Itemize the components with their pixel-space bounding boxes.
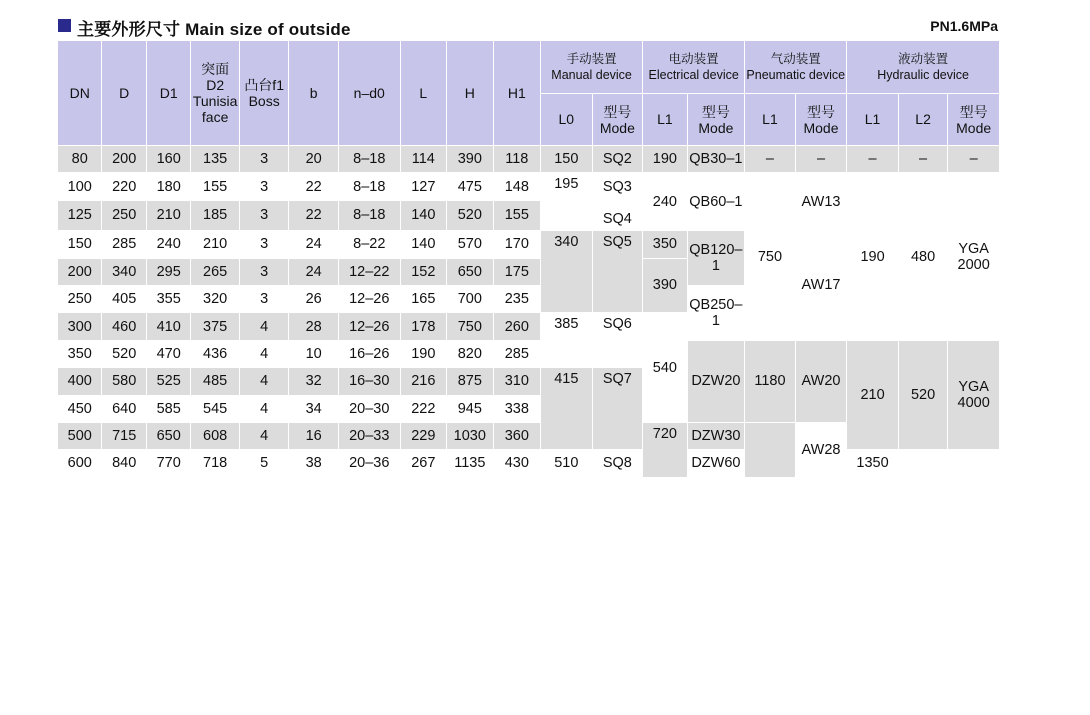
cell-h1: 260 xyxy=(493,313,541,340)
group-pneumatic-en: Pneumatic device xyxy=(746,68,846,82)
col-d2-en2: face xyxy=(201,109,229,125)
col-d2 xyxy=(191,41,240,146)
table-row xyxy=(58,146,1000,173)
pneumatic-model: AW28 xyxy=(795,422,847,477)
model-cn: 型号 xyxy=(807,103,835,120)
cell-nd0: 12–26 xyxy=(338,285,400,312)
cell-f1: 5 xyxy=(239,450,289,477)
cell-b: 26 xyxy=(289,285,339,312)
cell-dn: 600 xyxy=(58,450,102,477)
cell-l: 222 xyxy=(400,395,446,422)
cell-d2: 135 xyxy=(191,146,240,173)
cell-d2: 265 xyxy=(191,258,240,285)
cell-d1: 240 xyxy=(146,231,190,258)
manual-l0: 415 xyxy=(541,368,593,450)
col-electrical-model xyxy=(687,94,745,146)
cell-d2: 155 xyxy=(191,173,240,200)
col-dn: DN xyxy=(58,41,102,146)
electrical-model: QB60–1 xyxy=(687,173,745,231)
electrical-l1: 350 xyxy=(643,231,687,258)
col-d2-code: D2 xyxy=(206,77,225,93)
cell-h1: 118 xyxy=(493,146,541,173)
col-pneumatic-model xyxy=(795,94,847,146)
model-en: Mode xyxy=(956,119,992,136)
cell-b: 20 xyxy=(289,146,339,173)
col-h1: H1 xyxy=(493,41,541,146)
group-electrical-en: Electrical device xyxy=(648,68,739,82)
cell-nd0: 16–26 xyxy=(338,340,400,367)
cell-l: 127 xyxy=(400,173,446,200)
cell-d: 340 xyxy=(102,258,146,285)
cell-d: 840 xyxy=(102,450,146,477)
cell-h: 875 xyxy=(447,368,493,395)
cell-d2: 210 xyxy=(191,231,240,258)
group-manual-en: Manual device xyxy=(551,68,632,82)
page-title: 主要外形尺寸 Main size of outside xyxy=(77,20,351,39)
manual-model: SQ2 xyxy=(592,146,643,173)
cell-f1: 4 xyxy=(239,313,289,340)
group-pneumatic-cn: 气动装置 xyxy=(770,52,821,66)
cell-l: 114 xyxy=(400,146,446,173)
cell-l: 165 xyxy=(400,285,446,312)
cell-f1: 3 xyxy=(239,285,289,312)
electrical-model: QB250–1 xyxy=(687,285,745,340)
cell-h1: 430 xyxy=(493,450,541,477)
cell-h: 475 xyxy=(447,173,493,200)
cell-h1: 148 xyxy=(493,173,541,200)
manual-model: SQ3 xyxy=(592,173,643,200)
group-manual xyxy=(541,41,643,94)
electrical-model: QB30–1 xyxy=(687,146,745,173)
model-en: Mode xyxy=(803,119,839,136)
pressure-rating: PN1.6MPa xyxy=(930,18,998,34)
model-cn: 型号 xyxy=(603,103,632,120)
cell-l: 267 xyxy=(400,450,446,477)
cell-d2: 545 xyxy=(191,395,240,422)
cell-d: 220 xyxy=(102,173,146,200)
col-d2-cn: 突面 xyxy=(201,61,230,77)
hydraulic-l1: 190 xyxy=(847,173,899,340)
group-electrical-cn: 电动装置 xyxy=(668,52,719,66)
cell-d2: 608 xyxy=(191,422,240,449)
model-en: Mode xyxy=(599,119,635,136)
cell-f1: 3 xyxy=(239,258,289,285)
cell-b: 22 xyxy=(289,173,339,200)
group-manual-cn: 手动装置 xyxy=(566,52,617,66)
cell-f1: 3 xyxy=(239,231,289,258)
col-d1: D1 xyxy=(146,41,190,146)
cell-f1: 3 xyxy=(239,173,289,200)
cell-b: 32 xyxy=(289,368,339,395)
cell-b: 34 xyxy=(289,395,339,422)
cell-d1: 525 xyxy=(146,368,190,395)
dimension-table xyxy=(57,40,1000,478)
cell-nd0: 20–33 xyxy=(338,422,400,449)
manual-model: SQ5 xyxy=(592,231,643,313)
cell-nd0: 8–22 xyxy=(338,231,400,258)
col-pneumatic-l1: L1 xyxy=(745,94,796,146)
cell-l: 229 xyxy=(400,422,446,449)
cell-h: 390 xyxy=(447,146,493,173)
electrical-l1: 390 xyxy=(643,258,687,313)
cell-b: 10 xyxy=(289,340,339,367)
cell-d: 250 xyxy=(102,200,146,230)
pneumatic-l1 xyxy=(745,422,796,477)
cell-nd0: 8–18 xyxy=(338,200,400,230)
hydraulic-model-prefix: YGA xyxy=(958,379,989,396)
hydraulic-model xyxy=(948,173,1000,340)
electrical-l1: 540 xyxy=(643,313,687,423)
cell-f1: 4 xyxy=(239,395,289,422)
col-hydraulic-l2: L2 xyxy=(898,94,948,146)
cell-h: 750 xyxy=(447,313,493,340)
cell-l: 140 xyxy=(400,200,446,230)
cell-b: 24 xyxy=(289,231,339,258)
pneumatic-model: AW20 xyxy=(795,340,847,422)
cell-h: 820 xyxy=(447,340,493,367)
cell-h: 520 xyxy=(447,200,493,230)
electrical-model: DZW30 xyxy=(687,422,745,449)
cell-d2: 320 xyxy=(191,285,240,312)
cell-nd0: 12–22 xyxy=(338,258,400,285)
cell-b: 24 xyxy=(289,258,339,285)
cell-dn: 150 xyxy=(58,231,102,258)
cell-d1: 210 xyxy=(146,200,190,230)
cell-h1: 285 xyxy=(493,340,541,367)
manual-model: SQ6 xyxy=(592,313,643,368)
manual-model: SQ7 xyxy=(592,368,643,450)
cell-f1: 4 xyxy=(239,340,289,367)
cell-dn: 80 xyxy=(58,146,102,173)
electrical-l1: 240 xyxy=(643,173,687,231)
col-f1-cn: 凸台f1 xyxy=(244,77,284,93)
cell-dn: 400 xyxy=(58,368,102,395)
cell-d2: 436 xyxy=(191,340,240,367)
square-bullet-icon xyxy=(58,19,71,32)
col-d: D xyxy=(102,41,146,146)
model-en: Mode xyxy=(698,119,734,136)
manual-l0: 385 xyxy=(541,313,593,368)
cell-d: 640 xyxy=(102,395,146,422)
cell-l: 178 xyxy=(400,313,446,340)
hydraulic-model-size: 4000 xyxy=(957,395,990,412)
cell-f1: 4 xyxy=(239,368,289,395)
col-f1-en: Boss xyxy=(248,93,280,109)
cell-h1: 175 xyxy=(493,258,541,285)
group-hydraulic-cn: 液动装置 xyxy=(898,52,949,66)
cell-dn: 500 xyxy=(58,422,102,449)
cell-h1: 360 xyxy=(493,422,541,449)
manual-model: SQ8 xyxy=(592,450,643,477)
cell-d: 580 xyxy=(102,368,146,395)
cell-d: 405 xyxy=(102,285,146,312)
col-f1 xyxy=(239,41,289,146)
pneumatic-model: – xyxy=(795,146,847,173)
hydraulic-l1: 210 xyxy=(847,340,899,450)
cell-l: 216 xyxy=(400,368,446,395)
pneumatic-l1-1350: 1350 xyxy=(847,450,899,477)
col-l: L xyxy=(400,41,446,146)
manual-l0: 150 xyxy=(541,146,593,173)
manual-l0: 340 xyxy=(541,231,593,313)
pneumatic-l1: – xyxy=(745,146,796,173)
cell-d: 200 xyxy=(102,146,146,173)
cell-b: 38 xyxy=(289,450,339,477)
cell-d2: 485 xyxy=(191,368,240,395)
cell-d1: 160 xyxy=(146,146,190,173)
cell-d2: 185 xyxy=(191,200,240,230)
cell-h1: 155 xyxy=(493,200,541,230)
cell-d1: 295 xyxy=(146,258,190,285)
cell-dn: 250 xyxy=(58,285,102,312)
title-bar xyxy=(58,14,998,40)
cell-h: 650 xyxy=(447,258,493,285)
cell-f1: 3 xyxy=(239,146,289,173)
cell-dn: 350 xyxy=(58,340,102,367)
electrical-model: QB120–1 xyxy=(687,231,745,286)
cell-nd0: 12–26 xyxy=(338,313,400,340)
hydraulic-model-prefix: YGA xyxy=(958,240,989,257)
cell-d1: 355 xyxy=(146,285,190,312)
model-cn: 型号 xyxy=(959,103,988,120)
cell-b: 16 xyxy=(289,422,339,449)
cell-h: 945 xyxy=(447,395,493,422)
cell-h1: 235 xyxy=(493,285,541,312)
hydraulic-model: – xyxy=(948,146,1000,173)
cell-nd0: 20–30 xyxy=(338,395,400,422)
col-manual-l0: L0 xyxy=(541,94,593,146)
col-hydraulic-model xyxy=(948,94,1000,146)
cell-d2: 375 xyxy=(191,313,240,340)
hydraulic-model xyxy=(948,340,1000,450)
pneumatic-model: AW17 xyxy=(795,231,847,341)
hydraulic-l2: – xyxy=(898,146,948,173)
cell-h: 1030 xyxy=(447,422,493,449)
cell-d1: 585 xyxy=(146,395,190,422)
pneumatic-model: AW13 xyxy=(795,173,847,231)
electrical-l1: 720 xyxy=(643,422,687,477)
manual-l0: 195 xyxy=(541,173,593,231)
cell-l: 152 xyxy=(400,258,446,285)
table-row xyxy=(58,173,1000,200)
hydraulic-model-size: 2000 xyxy=(957,256,990,273)
hydraulic-l1: – xyxy=(847,146,899,173)
cell-dn: 300 xyxy=(58,313,102,340)
cell-l: 190 xyxy=(400,340,446,367)
cell-b: 22 xyxy=(289,200,339,230)
model-cn: 型号 xyxy=(701,103,730,120)
cell-l: 140 xyxy=(400,231,446,258)
cell-d: 460 xyxy=(102,313,146,340)
group-hydraulic-en: Hydraulic device xyxy=(877,68,969,82)
cell-dn: 450 xyxy=(58,395,102,422)
table-row xyxy=(58,450,1000,477)
cell-d: 520 xyxy=(102,340,146,367)
cell-f1: 3 xyxy=(239,200,289,230)
col-b: b xyxy=(289,41,339,146)
cell-d: 285 xyxy=(102,231,146,258)
cell-dn: 200 xyxy=(58,258,102,285)
col-d2-en1: Tunisia xyxy=(192,93,238,109)
table-row xyxy=(58,340,1000,367)
col-nd0: n–d0 xyxy=(338,41,400,146)
cell-h1: 310 xyxy=(493,368,541,395)
cell-nd0: 16–30 xyxy=(338,368,400,395)
cell-h: 570 xyxy=(447,231,493,258)
manual-l0: 510 xyxy=(541,450,593,477)
cell-b: 28 xyxy=(289,313,339,340)
col-hydraulic-l1: L1 xyxy=(847,94,899,146)
cell-f1: 4 xyxy=(239,422,289,449)
cell-nd0: 20–36 xyxy=(338,450,400,477)
electrical-l1: 190 xyxy=(643,146,687,173)
electrical-model: DZW20 xyxy=(687,340,745,422)
cell-h: 1135 xyxy=(447,450,493,477)
cell-dn: 125 xyxy=(58,200,102,230)
cell-nd0: 8–18 xyxy=(338,173,400,200)
cell-d: 715 xyxy=(102,422,146,449)
group-hydraulic xyxy=(847,41,1000,94)
cell-d1: 470 xyxy=(146,340,190,367)
electrical-model: DZW60 xyxy=(687,450,745,477)
cell-d1: 410 xyxy=(146,313,190,340)
cell-d1: 650 xyxy=(146,422,190,449)
cell-h1: 170 xyxy=(493,231,541,258)
col-electrical-l1: L1 xyxy=(643,94,687,146)
pneumatic-l1: 750 xyxy=(745,173,796,340)
cell-nd0: 8–18 xyxy=(338,146,400,173)
cell-d1: 770 xyxy=(146,450,190,477)
col-manual-model xyxy=(592,94,643,146)
group-pneumatic xyxy=(745,41,847,94)
hydraulic-l2: 480 xyxy=(898,173,948,340)
cell-dn: 100 xyxy=(58,173,102,200)
cell-h: 700 xyxy=(447,285,493,312)
cell-d1: 180 xyxy=(146,173,190,200)
group-electrical xyxy=(643,41,745,94)
pneumatic-l1: 1180 xyxy=(745,340,796,422)
col-h: H xyxy=(447,41,493,146)
cell-d2: 718 xyxy=(191,450,240,477)
manual-model: SQ4 xyxy=(592,200,643,230)
hydraulic-l2: 520 xyxy=(898,340,948,450)
cell-h1: 338 xyxy=(493,395,541,422)
